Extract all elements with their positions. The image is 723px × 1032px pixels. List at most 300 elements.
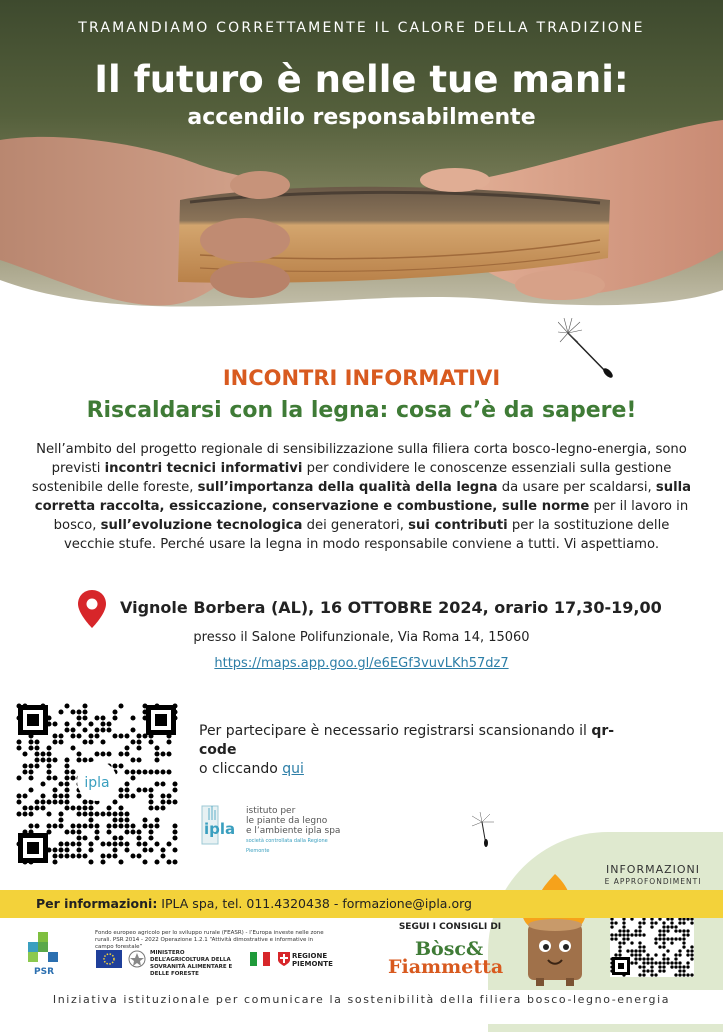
qr-module [16,799,21,804]
qr-module [70,769,75,774]
qr-module [88,841,93,846]
ipla-logo-line: le piante da legno [246,816,328,826]
qr-module [34,745,39,750]
qr-module [678,961,681,964]
qr-module [142,769,147,774]
qr-module [160,751,165,756]
qr-module [64,787,69,792]
qr-module [678,929,681,932]
qr-module [112,823,117,828]
qr-module [638,941,641,944]
qr-module [64,829,69,834]
qr-module [622,937,625,940]
qr-module [154,745,159,750]
fiammetta-mascot-icon [512,870,598,988]
qr-module [634,957,637,960]
info-panel-title [603,864,703,888]
dandelion-seed-icon [470,812,500,848]
qr-module [112,847,117,852]
qr-module [52,787,57,792]
qr-module [160,793,165,798]
qr-module [70,829,75,834]
intro-bold: sulla corretta raccolta, essiccazione, conservazione e combustione, sulle norme [34,480,692,514]
intro-bold: sull’evoluzione tecnologica [100,518,303,533]
qr-module [58,817,63,822]
intro-text: per la sostituzione delle vecchie stufe. Perché usare la legna in modo responsabile conviene a tutti. Vi aspettiamo. [63,518,670,552]
qr-module [160,805,165,810]
qr-module [154,781,159,786]
qr-module [658,945,661,948]
qr-module [618,945,621,948]
qr-module [148,805,153,810]
qr-module [638,921,641,924]
qr-module [142,817,147,822]
hero-headline: Il futuro è nelle tue mani: [94,58,629,101]
qr-module [618,941,621,944]
qr-module [16,745,21,750]
qr-module [154,751,159,756]
qr-module [690,921,693,924]
qr-module [638,953,641,956]
qr-module [172,847,177,852]
qr-module [100,811,105,816]
campaign-segui: SEGUI I CONSIGLI DI [398,922,502,932]
qr-module [94,751,99,756]
qr-module [106,841,111,846]
qr-module [638,925,641,928]
qr-module [666,929,669,932]
qr-module [670,965,673,968]
qr-module [34,757,39,762]
qr-module [58,709,63,714]
qr-module [154,859,159,864]
qr-module [646,961,649,964]
qr-module [682,965,685,968]
qr-module [148,847,153,852]
qr-module [28,787,33,792]
qr-module [94,727,99,732]
qr-module [76,853,81,858]
qr-module [172,835,177,840]
qr-module [118,823,123,828]
eu-flag-icon [96,950,122,968]
qr-module [64,727,69,732]
qr-module [76,823,81,828]
registration-qr-code[interactable] [16,703,178,865]
qr-module [160,769,165,774]
qr-module [136,769,141,774]
qr-module [130,829,135,834]
qr-module [82,823,87,828]
qr-module [100,751,105,756]
funding-text: Fondo europeo agricolo per lo sviluppo rurale (FEASR) - l’Europa investe nelle zone rurali. PSR 2014 - 2022 Operazione 1.2.1 “Attività dimostrative e informative in campo forestale” [95,930,324,950]
qr-module [690,945,693,948]
qr-module [100,721,105,726]
qr-module [88,847,93,852]
qr-module [148,739,153,744]
qr-module [678,973,681,976]
qr-module [40,751,45,756]
qr-module [650,973,653,976]
qr-module [160,847,165,852]
qr-module [630,941,633,944]
qr-module [666,961,669,964]
qr-module [88,739,93,744]
qr-module [112,733,117,738]
qr-module [124,751,129,756]
qr-module [142,787,147,792]
qr-module [650,969,653,972]
qr-module [16,775,21,780]
qr-module [674,965,677,968]
registration-text [199,722,639,779]
qr-module [76,805,81,810]
qr-module [22,811,27,816]
qr-module [70,823,75,828]
qr-module [28,775,33,780]
regione-label: REGIONE PIEMONTE [292,952,333,968]
qr-module [638,949,641,952]
qr-module [642,945,645,948]
qr-module [40,757,45,762]
qr-module [16,739,21,744]
qr-module [136,841,141,846]
qr-module [610,921,613,924]
qr-module [76,847,81,852]
qr-module [654,953,657,956]
qr-module [626,949,629,952]
qr-module [638,973,641,976]
ipla-logo-line: istituto per [246,806,296,816]
qr-module [666,937,669,940]
qr-module [670,925,673,928]
qr-module [690,953,693,956]
qr-module [112,817,117,822]
qr-module [642,933,645,936]
qr-module [46,763,51,768]
qr-module [46,775,51,780]
qr-module [650,925,653,928]
qr-module [148,787,153,792]
qr-module [76,709,81,714]
qr-module [662,941,665,944]
qr-module [142,847,147,852]
qr-module [130,715,135,720]
qr-module [124,817,129,822]
qr-module [82,853,87,858]
qr-module [58,799,63,804]
intro-text: da usare per scaldarsi, [497,480,656,495]
piemonte-shield-icon [278,952,290,966]
intro-bold: sull’importanza della qualità della legna [197,480,498,495]
qr-module [118,763,123,768]
qr-module [658,937,661,940]
qr-module [100,727,105,732]
qr-module [94,835,99,840]
qr-module [52,739,57,744]
qr-module [662,961,665,964]
qr-module [58,823,63,828]
qr-module [58,841,63,846]
qr-module [118,805,123,810]
qr-module [124,829,129,834]
qr-module [106,829,111,834]
qr-module [28,739,33,744]
qr-module [52,859,57,864]
qr-module [58,739,63,744]
event-date-location: Vignole Borbera (AL), 16 OTTOBRE 2024, orario 17,30-19,00 [120,598,662,617]
qr-module [682,969,685,972]
qr-module [658,969,661,972]
registration-link[interactable]: qui [282,761,304,777]
qr-module [94,829,99,834]
qr-module [82,715,87,720]
italy-flag-icon [250,952,270,966]
qr-module [646,957,649,960]
qr-module [642,961,645,964]
hands-passing-wood-illustration [0,0,723,330]
qr-module [686,929,689,932]
qr-module [630,933,633,936]
qr-module [642,969,645,972]
qr-module [88,811,93,816]
qr-module [64,781,69,786]
qr-module [106,721,111,726]
qr-module [682,973,685,976]
qr-module [610,925,613,928]
info-label: Per informazioni: [36,896,158,911]
qr-module [166,769,171,774]
qr-module [64,847,69,852]
qr-module [28,763,33,768]
qr-module [622,925,625,928]
qr-module [52,721,57,726]
qr-module [622,941,625,944]
qr-module [674,957,677,960]
qr-module [160,781,165,786]
qr-module [642,957,645,960]
qr-module [70,775,75,780]
qr-module [136,745,141,750]
qr-module [118,841,123,846]
qr-module [118,811,123,816]
qr-module [82,805,87,810]
qr-module [34,739,39,744]
qr-module [124,769,129,774]
qr-module [634,929,637,932]
qr-module [112,841,117,846]
qr-module [100,715,105,720]
qr-module [130,757,135,762]
qr-module [136,739,141,744]
qr-module [166,841,171,846]
intro-text: per condividere le conoscenze essenziali sulla gestione sostenibile delle foreste, [31,461,672,495]
qr-module [28,769,33,774]
qr-module [58,781,63,786]
intro-text: per il lavoro in bosco, [53,499,689,533]
qr-module [658,965,661,968]
qr-module [118,859,123,864]
section-kicker: INCONTRI INFORMATIVI [222,366,501,390]
qr-module [686,961,689,964]
qr-module [650,957,653,960]
qr-module [70,853,75,858]
qr-module [658,933,661,936]
qr-module [52,853,57,858]
qr-module [106,823,111,828]
info-contact-text: IPLA spa, tel. 011.4320438 - formazione@ipla.org [157,896,472,911]
qr-module [626,933,629,936]
qr-module [674,925,677,928]
event-venue: presso il Salone Polifunzionale, Via Roma 14, 15060 [193,630,530,645]
qr-module [64,799,69,804]
qr-module [154,823,159,828]
qr-module [154,805,159,810]
qr-module [678,953,681,956]
intro-bold: sui contributi [408,518,508,533]
qr-module [678,949,681,952]
qr-module [148,793,153,798]
qr-module [690,973,693,976]
qr-module [82,703,87,708]
intro-text: Nell’ambito del progetto regionale di sensibilizzazione sulla filiera corta bosco-legno-energia, sono previsti [36,442,687,476]
qr-module [172,799,177,804]
qr-module [686,965,689,968]
qr-module [610,937,613,940]
qr-module [136,787,141,792]
qr-module [682,929,685,932]
qr-module [22,805,27,810]
qr-module [52,775,57,780]
qr-module [70,841,75,846]
psr-label: PSR [34,967,55,976]
qr-module [76,715,81,720]
qr-module [638,929,641,932]
qr-module [52,847,57,852]
qr-module [118,817,123,822]
qr-module [46,769,51,774]
qr-module [634,961,637,964]
qr-module [130,853,135,858]
qr-module [642,921,645,924]
qr-module [618,933,621,936]
qr-module [634,933,637,936]
qr-module [118,793,123,798]
qr-module [678,937,681,940]
qr-module [100,841,105,846]
qr-module [76,757,81,762]
qr-module [130,727,135,732]
qr-module [28,805,33,810]
qr-module [64,793,69,798]
qr-module [148,799,153,804]
qr-module [618,953,621,956]
qr-module [166,859,171,864]
qr-module [118,835,123,840]
qr-module [160,853,165,858]
qr-module [130,793,135,798]
qr-module [106,727,111,732]
qr-module [82,709,87,714]
qr-module [160,799,165,804]
qr-module [124,745,129,750]
qr-module [34,763,39,768]
qr-module [654,921,657,924]
map-link[interactable]: https://maps.app.goo.gl/e6EGf3vuvLKh57dz7 [214,656,509,671]
qr-module [70,805,75,810]
qr-module [172,829,177,834]
qr-module [678,921,681,924]
qr-module [118,703,123,708]
info-panel-title-line: E APPROFONDIMENTI [604,877,702,886]
footer-text: Iniziativa istituzionale per comunicare la sostenibilità della filiera bosco-legno-energia [52,993,671,1006]
qr-module [100,859,105,864]
qr-module [88,817,93,822]
qr-module [22,793,27,798]
qr-module [82,727,87,732]
qr-module [28,745,33,750]
qr-module [682,937,685,940]
qr-module [58,793,63,798]
qr-module [634,953,637,956]
qr-module [666,925,669,928]
qr-module [94,733,99,738]
qr-module [682,921,685,924]
qr-module [662,957,665,960]
qr-module [142,841,147,846]
info-contact [36,896,472,911]
qr-module [650,961,653,964]
qr-module [172,859,177,864]
qr-module [682,945,685,948]
qr-module [622,933,625,936]
qr-module [646,953,649,956]
qr-module [154,769,159,774]
qr-module [686,933,689,936]
qr-module [34,805,39,810]
qr-module [610,933,613,936]
qr-module [124,733,129,738]
qr-module [94,811,99,816]
qr-module [674,937,677,940]
qr-module [76,841,81,846]
ipla-logo [198,800,348,854]
qr-module [118,733,123,738]
ministry-label: MINISTERO DELL’AGRICOLTURA DELLA SOVRANITÀ ALIMENTARE E DELLE FORESTE [150,950,233,977]
qr-module [658,961,661,964]
qr-module [650,965,653,968]
qr-module [112,715,117,720]
qr-module [614,933,617,936]
qr-module [124,841,129,846]
qr-module [46,799,51,804]
qr-module [46,823,51,828]
qr-module [130,769,135,774]
qr-module [618,949,621,952]
qr-module [136,853,141,858]
qr-module [58,811,63,816]
ipla-logo-name: ipla [204,820,236,838]
qr-module [670,937,673,940]
qr-module [642,973,645,976]
qr-module [52,733,57,738]
qr-module [626,929,629,932]
qr-module [82,799,87,804]
qr-module [674,961,677,964]
qr-module [630,949,633,952]
qr-module [76,829,81,834]
qr-module [76,751,81,756]
